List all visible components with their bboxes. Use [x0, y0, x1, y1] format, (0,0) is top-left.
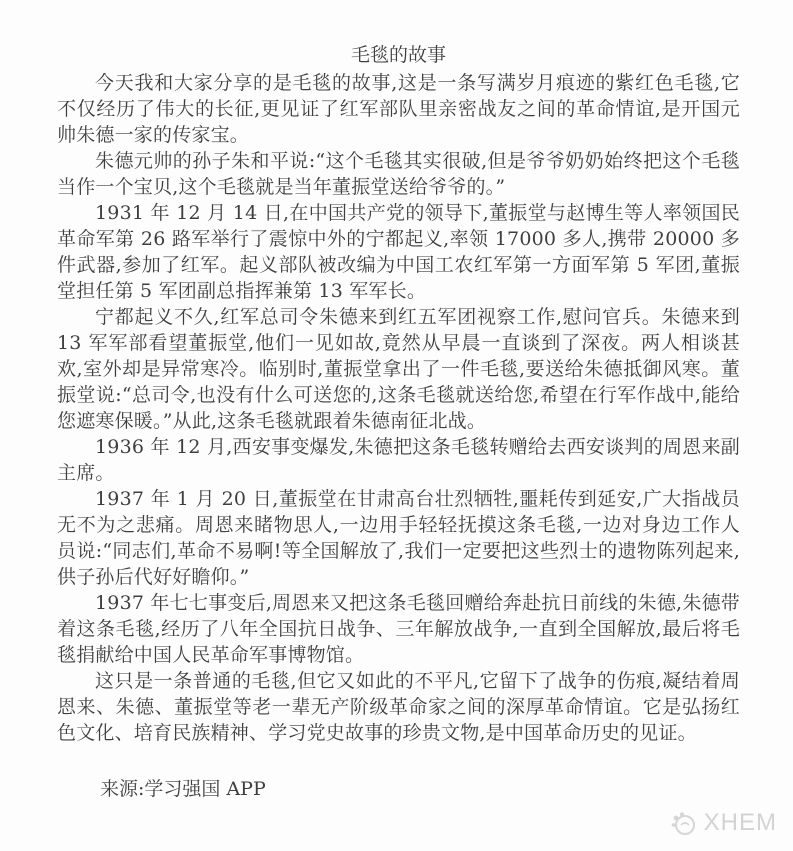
watermark — [670, 809, 777, 837]
paragraph: 今天我和大家分享的是毛毯的故事,这是一条写满岁月痕迹的紫红色毛毯,它不仅经历了伟大的长征,更见证了红军部队里亲密战友之间的革命情谊,是开国元帅朱德一家的传家宝。 — [57, 72, 740, 146]
paragraph: 宁都起义不久,红军总司令朱德来到红五军团视察工作,慰问官兵。朱德来到 13 军军部看望董振堂,他们一见如故,竟然从早晨一直谈到了深夜。两人相谈甚欢,室外却是异常寒冷。临别时,董振堂拿出了一件毛毯,要送给朱德抵御风寒。董振堂说:“总司令,也没有什么可送您的,这条毛毯就送给您,希望在行军作战中,能给您遮寒保暖。”从此,这条毛毯就跟着朱德南征北战。 — [57, 306, 740, 432]
paragraph: 1931 年 12 月 14 日,在中国共产党的领导下,董振堂与赵博生等人率领国民革命军第 26 路军举行了震惊中外的宁都起义,率领 17000 多人,携带 20000 多件武器,参加了红军。起义部队被改编为中国工农红军第一方面军第 5 军团,董振堂担任第 5 军团副总指挥兼第 13 军军长。 — [57, 202, 740, 302]
paragraph: 1937 年 1 月 20 日,董振堂在甘肃高台壮烈牺牲,噩耗传到延安,广大指战员无不为之悲痛。周恩来睹物思人,一边用手轻轻抚摸这条毛毯,一边对身边工作人员说:“同志们,革命不易啊!等全国解放了,我们一定要把这些烈士的遗物陈列起来,供子孙后代好好瞻仰。” — [57, 488, 740, 588]
source-attribution: 来源:学习强国 APP — [100, 778, 266, 800]
paragraph: 这只是一条普通的毛毯,但它又如此的不平凡,它留下了战争的伤痕,凝结着周恩来、朱德、董振堂等老一辈无产阶级革命家之间的深厚革命情谊。它是弘扬红色文化、培育民族精神、学习党史故事的珍贵文物,是中国革命历史的见证。 — [57, 670, 740, 744]
paragraph: 1937 年七七事变后,周恩来又把这条毛毯回赠给奔赴抗日前线的朱德,朱德带着这条毛毯,经历了八年全国抗日战争、三年解放战争,一直到全国解放,最后将毛毯捐献给中国人民革命军事博物馆。 — [57, 592, 740, 666]
publisher-logo-icon — [670, 809, 698, 837]
document-title: 毛毯的故事 — [350, 44, 446, 66]
document-body — [57, 70, 740, 746]
paragraph: 朱德元帅的孙子朱和平说:“这个毛毯其实很破,但是爷爷奶奶始终把这个毛毯当作一个宝贝,这个毛毯就是当年董振堂送给爷爷的。” — [57, 150, 740, 198]
paragraph: 1936 年 12 月,西安事变爆发,朱德把这条毛毯转赠给去西安谈判的周恩来副主席。 — [57, 436, 740, 484]
watermark-text: XHEM — [703, 809, 777, 836]
